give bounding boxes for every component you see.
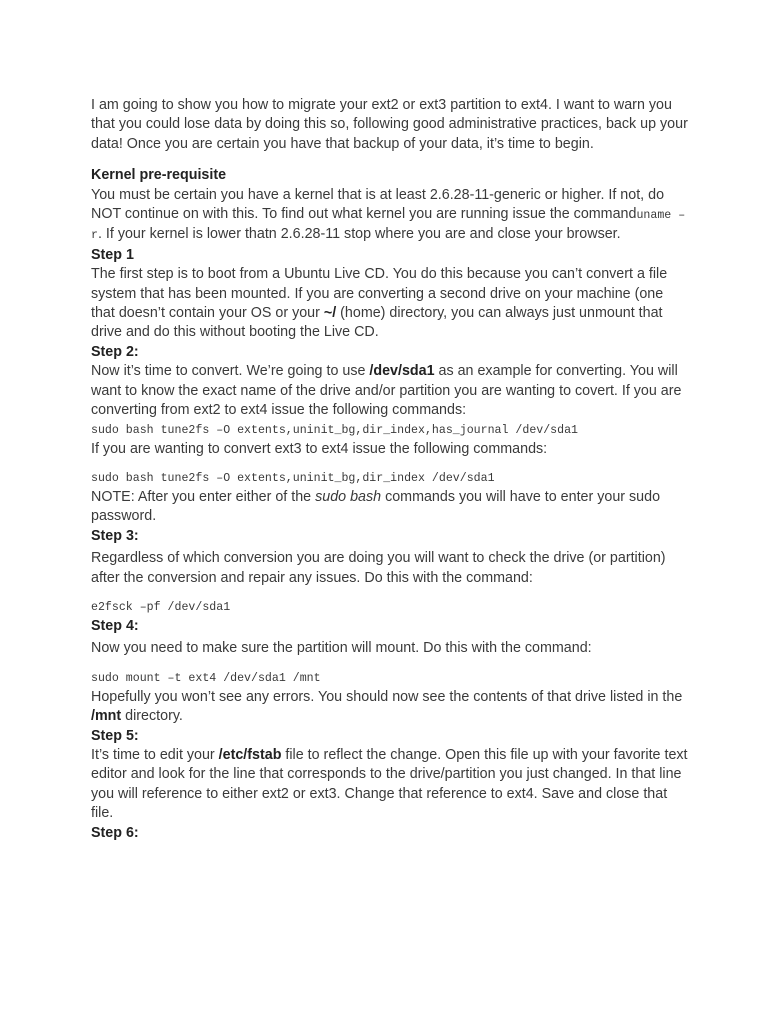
step5-text-2: file to reflect the change. Open this file up with your favorite text editor and look for the line that corresponds to the drive/partition you just changed. In that line you will reference to either ext2 or ext3. Change that reference to ext4. Save and close that file. [91,746,688,822]
kernel-paragraph [91,186,691,246]
home-directory: ~/ [323,305,337,322]
mnt-directory: /mnt [91,708,122,725]
note-emphasis: sudo bash [315,488,382,505]
step2-note [91,488,691,527]
kernel-heading: Kernel pre-requisite [91,167,227,184]
step5-text-1: It’s time to edit your [91,746,219,763]
step4-heading: Step 4: [91,617,139,634]
fstab-file: /etc/fstab [218,746,282,763]
kernel-text-1: You must be certain you have a kernel that is at least 2.6.28-11-generic or higher. If not, do NOT continue on with this. To find out what kernel you are running issue the command [91,186,665,223]
note-text-2: commands you will have to enter your sudo password. [91,488,661,525]
step4-text-2a: Hopefully you won’t see any errors. You should now see the contents of that drive listed in the [91,688,683,705]
step6-heading: Step 6: [91,824,139,841]
step3-heading: Step 3: [91,527,139,544]
device-name: /dev/sda1 [369,363,435,380]
ext3-command: sudo bash tune2fs –O extents,uninit_bg,dir_index /dev/sda1 [91,471,495,485]
step4-paragraph: Now you need to make sure the partition will mount. Do this with the command: [91,640,592,657]
e2fsck-command: e2fsck –pf /dev/sda1 [91,600,231,614]
step2-text-1: Now it’s time to convert. We’re going to use [91,363,370,380]
step2-heading: Step 2: [91,343,139,360]
kernel-text-2: . If your kernel is lower thatn 2.6.28-11 stop where you are and close your browser. [97,226,621,243]
ext3-intro: If you are wanting to convert ext3 to ext4 issue the following commands: [91,440,548,457]
step4-text-2b: directory. [121,708,183,725]
note-text-1: NOTE: After you enter either of the [91,488,316,505]
step5-heading: Step 5: [91,727,139,744]
step5-paragraph [91,746,691,824]
step1-heading: Step 1 [91,246,134,263]
intro-paragraph: I am going to show you how to migrate your ext2 or ext3 partition to ext4. I want to warn you that you could lose data by doing this so, following good administrative practices, back up your data! Once you are certain you have that backup of your data, it’s time to begin. [91,97,688,152]
step1-text-1: The first step is to boot from a Ubuntu Live CD. You do this because you can’t convert a file system that has been mounted. If you are converting a second drive on your machine (one that doesn’t contain your OS or your [91,266,668,322]
step1-text-2: (home) directory, you can always just unmount that drive and do this without booting the Live CD. [91,305,663,341]
uname-command: uname –r [91,209,686,243]
mount-command: sudo mount –t ext4 /dev/sda1 /mnt [91,671,321,685]
step2-text-2: as an example for converting. You will want to know the exact name of the drive and/or partition you are wanting to covert. If you are converting from ext2 to ext4 issue the following commands: [91,363,682,419]
step3-paragraph: Regardless of which conversion you are doing you will want to check the drive (or partition) after the conversion and repair any issues. Do this with the command: [91,550,666,586]
ext2-command: sudo bash tune2fs –O extents,uninit_bg,dir_index,has_journal /dev/sda1 [91,423,579,437]
article-body [91,96,691,843]
step1-paragraph [91,265,691,343]
step2-paragraph [91,362,691,420]
step4-result [91,688,691,727]
